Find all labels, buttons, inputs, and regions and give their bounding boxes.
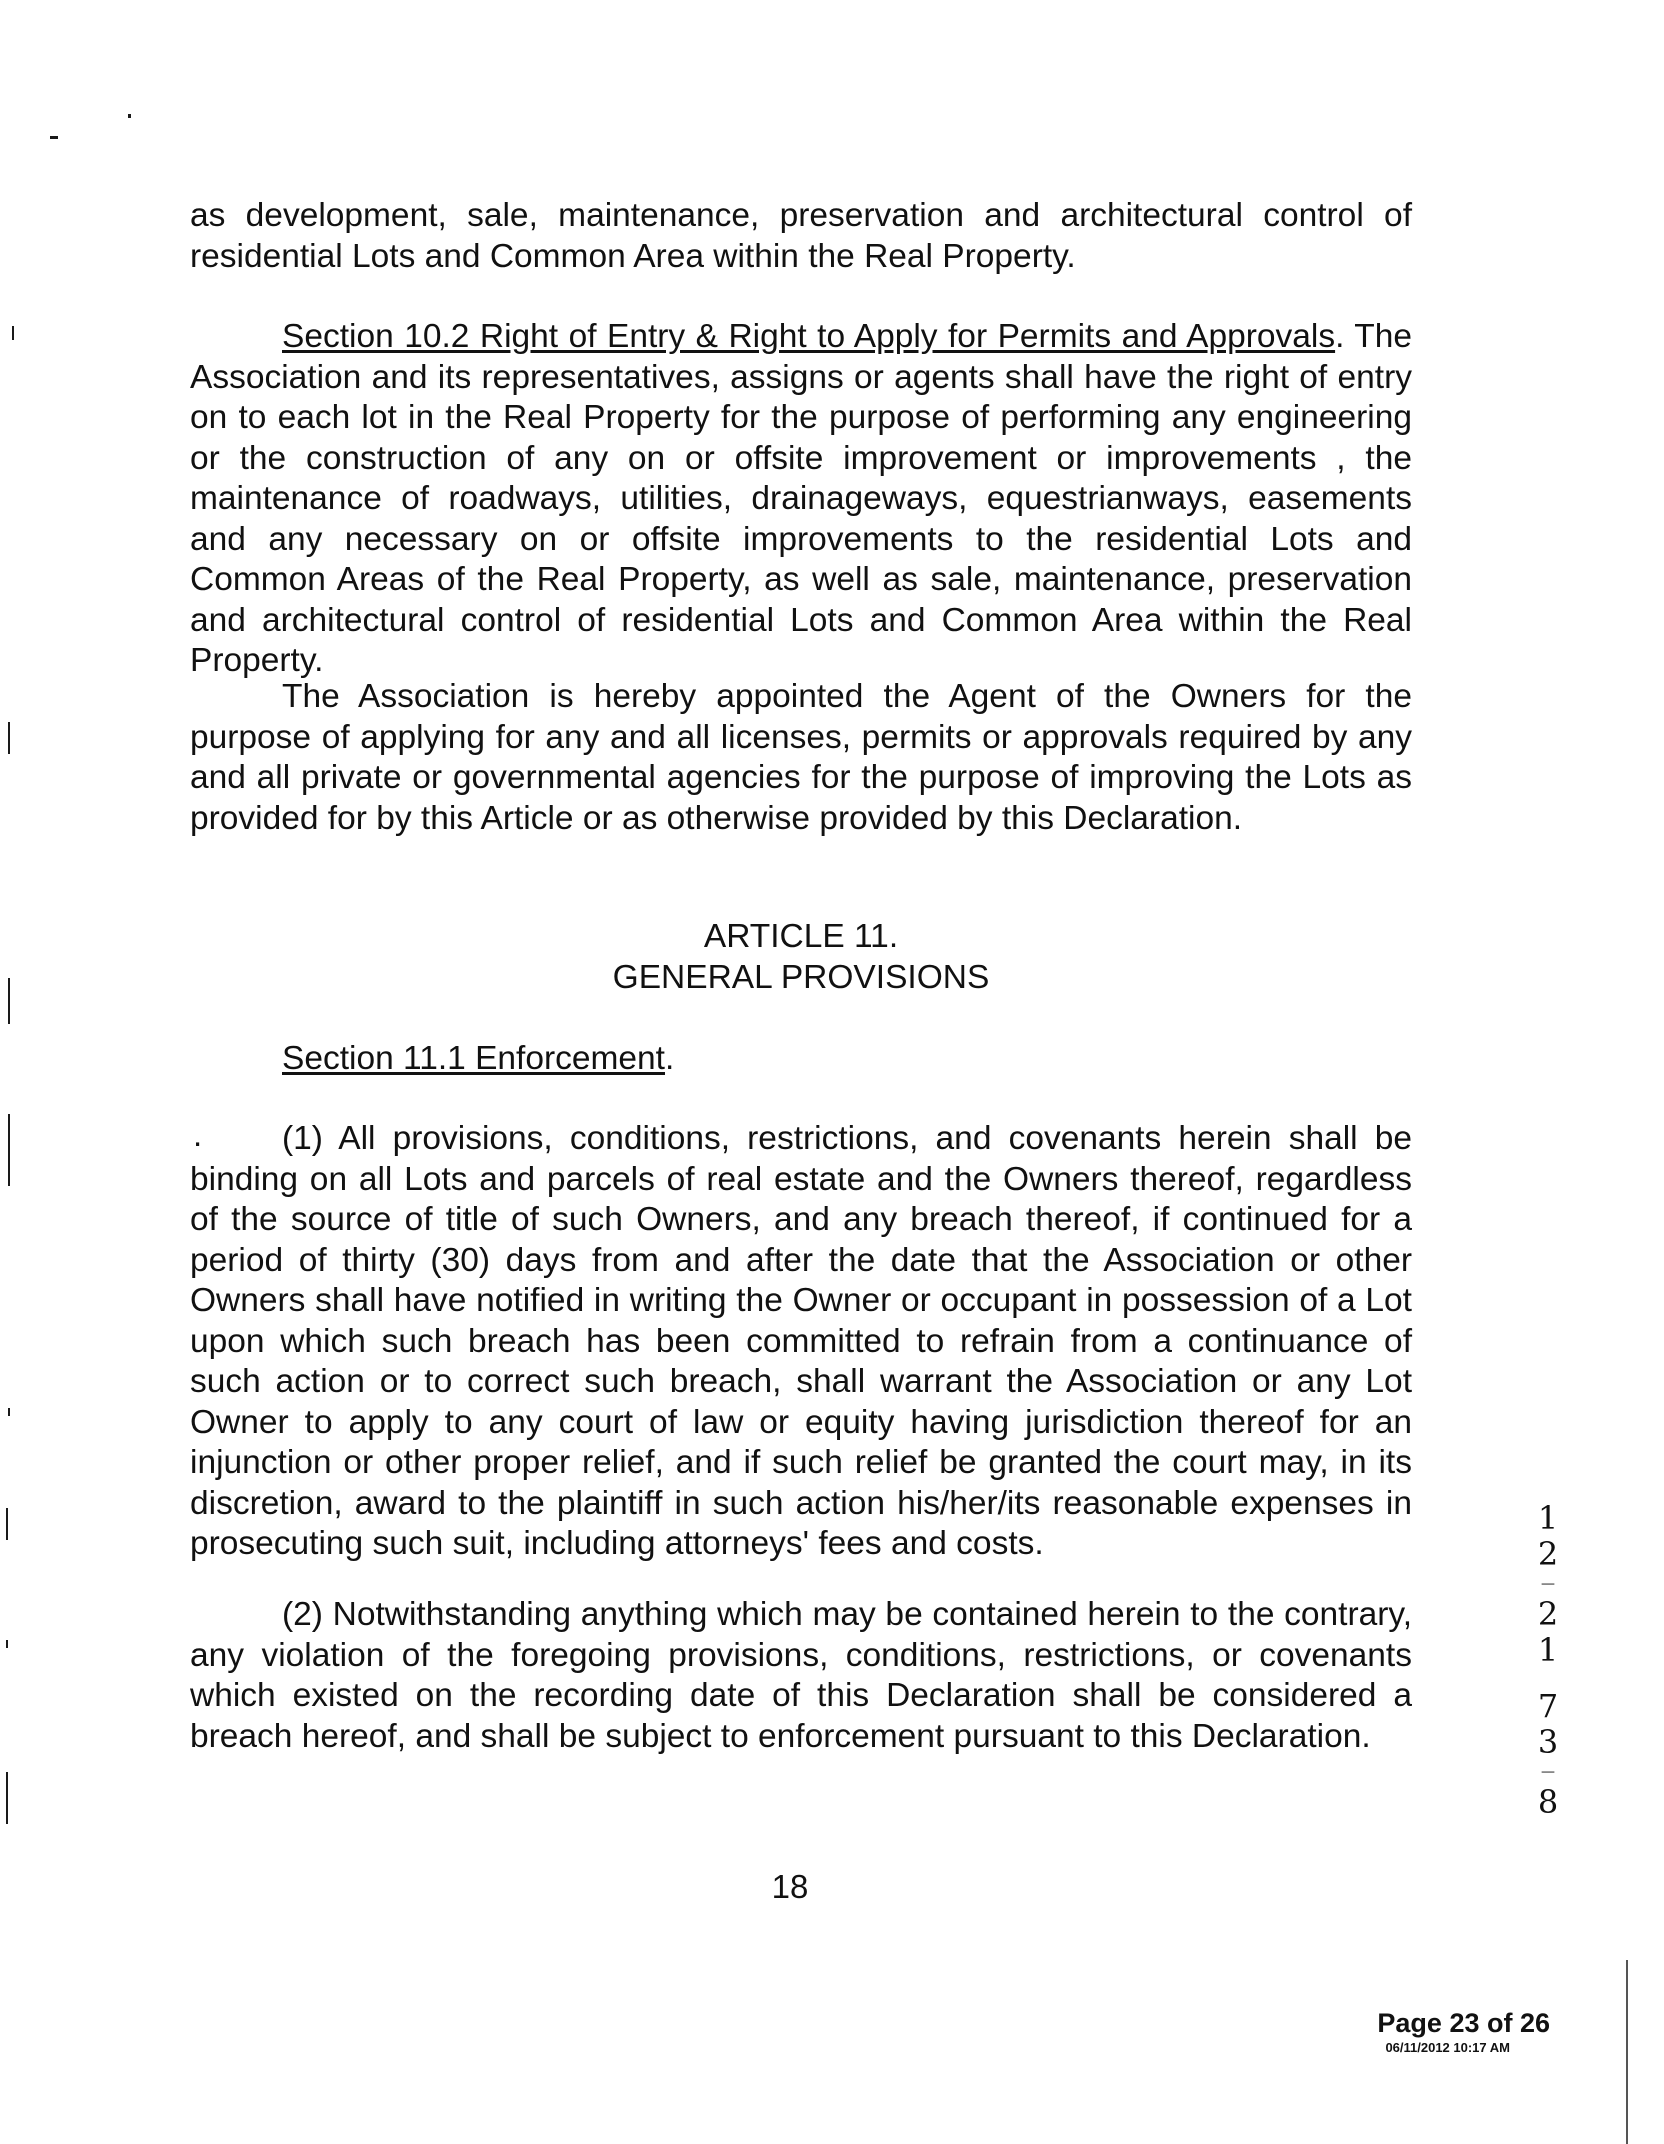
section-10-2-heading: Section 10.2 Right of Entry & Right to Apply for Permits and Approvals: [282, 318, 1336, 355]
stamp-digit: 1: [1537, 1499, 1559, 1537]
stamp-separator: —: [1541, 1576, 1555, 1592]
section-11-1-period: .: [665, 1040, 675, 1077]
scan-mark: [128, 114, 131, 118]
page-number: 18: [771, 1868, 809, 1905]
section-10-2-body: . The Association and its representatives, assigns or agents shall have the right of entry on to each lot in the Real Property for the purpose of performing any engineering or the construction of any on or offsite improvement or improvements , the maintenance of roadways, utilities, drainageways, equestrianways, easements and any necessary on or offsite improvements to the residential Lots and Common Areas of the Real Property, as well as sale, maintenance, preservation and architectural control of residential Lots and Common Area within the Real Property.: [190, 318, 1412, 679]
article-title: GENERAL PROVISIONS: [612, 958, 990, 996]
paragraph-continuation: as development, sale, maintenance, preservation and architectural control of residential Lots and Common Area within the Real Property.: [190, 197, 1412, 275]
recording-number-stamp: [1532, 1500, 1564, 1820]
stamp-digit: 3: [1537, 1723, 1559, 1761]
stray-bullet-mark: .: [193, 1116, 203, 1153]
stamp-digit: 7: [1537, 1687, 1559, 1725]
enforcement-paragraph-1: (1) All provisions, conditions, restrictions, and covenants herein shall be binding on all Lots and parcels of real estate and the Owners thereof, regardless of the source of title of such Owners, and any breach thereof, if continued for a period of thirty (30) days from and after the date that the Association or other Owners shall have notified in writing the Owner or occupant in possession of a Lot upon which such breach has been committed to refrain from a continuance of such action or to correct such breach, shall warrant the Association or any Lot Owner to apply to any court of law or equity having jurisdiction thereof for an injunction or other proper relief, and if such relief be granted the court may, in its discretion, award to the plaintiff in such action his/her/its reasonable expenses in prosecuting such suit, including attorneys' fees and costs.: [190, 1120, 1412, 1562]
enforcement-paragraph-2: (2) Notwithstanding anything which may be contained herein to the contrary, any violation of the foregoing provisions, conditions, restrictions, or covenants which existed on the recording date of this Declaration shall be considered a breach hereof, and shall be subject to enforcement pursuant to this Declaration.: [190, 1596, 1412, 1755]
scan-mark: [6, 1508, 8, 1540]
scan-mark: [8, 1408, 10, 1416]
article-heading: [190, 917, 1412, 998]
agent-appointment-paragraph: The Association is hereby appointed the Agent of the Owners for the purpose of applying for any and all licenses, permits or approvals required by any and all private or governmental agencies for the purpose of improving the Lots as provided for by this Article or as otherwise provided by this Declaration.: [190, 678, 1412, 837]
scan-edge-line: [1626, 1960, 1628, 2144]
stamp-digit: 8: [1537, 1783, 1559, 1821]
stamp-separator: —: [1541, 1764, 1555, 1780]
scan-mark: [8, 1114, 10, 1186]
stamp-digit: 1: [1537, 1631, 1559, 1669]
scan-mark: [6, 1772, 8, 1824]
section-10-2-paragraph: [190, 317, 1412, 682]
footer-timestamp: 06/11/2012 10:17 AM: [1385, 2040, 1510, 2055]
article-number: ARTICLE 11.: [703, 918, 899, 955]
scan-mark: [6, 1640, 8, 1648]
scan-mark: [8, 978, 10, 1024]
stamp-digit: 2: [1537, 1595, 1559, 1633]
footer-page-label: Page 23 of 26: [1377, 2008, 1550, 2038]
stamp-digit: 2: [1537, 1535, 1559, 1573]
scan-mark: [50, 136, 58, 139]
scan-mark: [12, 326, 14, 340]
section-11-1-heading-line: [190, 1039, 1412, 1080]
scan-mark: [8, 722, 10, 754]
section-11-1-heading: Section 11.1 Enforcement: [282, 1040, 665, 1077]
